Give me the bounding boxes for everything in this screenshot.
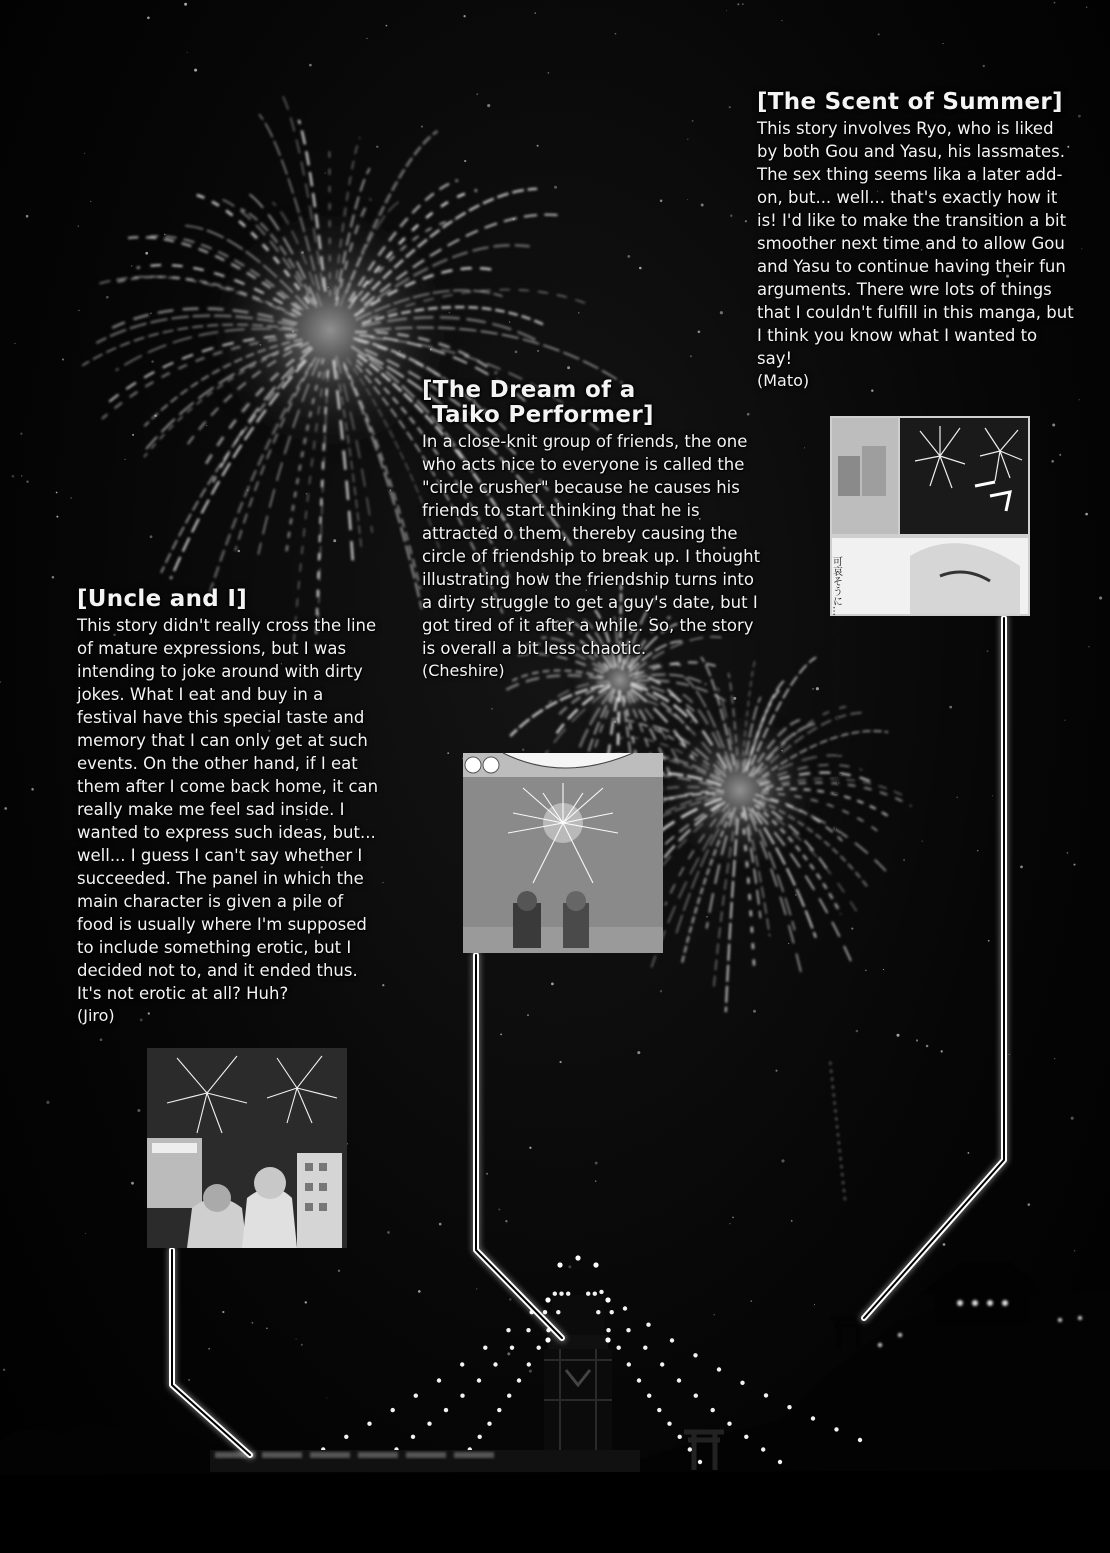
note-body: In a close-knit group of friends, the one who acts nice to everyone is called the "circle crusher" because he causes his friends to start thinking that he is attracted o them, thereby causing the circle of friendship to break up. I thought illustrating how the friendship turns into a dirty struggle to get a guy's date, but I got tired of it after a while. So, the story is overall a bit less chaotic. bbox=[422, 432, 761, 658]
note-title-line2: Taiko Performer] bbox=[432, 402, 654, 428]
note-body: This story involves Ryo, who is liked by both Gou and Yasu, his lassmates. The sex thing seems lika a later add-on, but... well... that's exactly how it is! I'd like to make the transition a bit smoother next time and to allow Gou and Yasu to continue having their fun arguments. There wre lots of things that I couldn't fulfill in this manga, but I think you know what I wanted to say! bbox=[757, 119, 1074, 368]
note-title bbox=[422, 378, 767, 428]
note-author: (Jiro) bbox=[77, 1006, 115, 1025]
note-body: This story didn't really cross the line of mature expressions, but I was intending to joke around with dirty jokes. What I eat and buy in a festival have this special taste and memory that I can only get at such events. On the other hand, if I eat them after I come back home, it can really make me feel sad inside. I wanted to express such ideas, but... well... I guess I can't say whether I succeeded. The panel in which the main character is given a pile of food is usually where I'm supposed to include something erotic, but I decided not to, and it ended thus. It's not erotic at all? Huh? bbox=[77, 616, 379, 1003]
manga-panel-uncle bbox=[147, 1048, 347, 1248]
festival-stalls bbox=[210, 1450, 640, 1472]
manga-panel-uncle-art bbox=[147, 1048, 347, 1248]
manga-panel-scent-art bbox=[830, 416, 1030, 836]
panel-japanese-text: 可哀そうに…遂に美しいものがわからなくなったてめえバカに bbox=[830, 556, 842, 836]
note-dream-of-taiko-performer bbox=[422, 378, 767, 682]
note-scent-of-summer bbox=[757, 90, 1075, 392]
note-title-line1: [The Dream of a bbox=[422, 377, 636, 403]
manga-panel-taiko-art bbox=[463, 753, 663, 953]
manga-panel-scent bbox=[830, 416, 1030, 836]
note-title: [The Scent of Summer] bbox=[757, 89, 1063, 115]
note-uncle-and-i bbox=[77, 587, 382, 1027]
torii-gate-hill bbox=[830, 1318, 866, 1350]
yagura-tower bbox=[544, 1270, 612, 1460]
note-title: [Uncle and I] bbox=[77, 586, 248, 612]
note-author: (Mato) bbox=[757, 371, 810, 390]
note-author: (Cheshire) bbox=[422, 661, 505, 680]
manga-panel-taiko bbox=[463, 753, 663, 953]
